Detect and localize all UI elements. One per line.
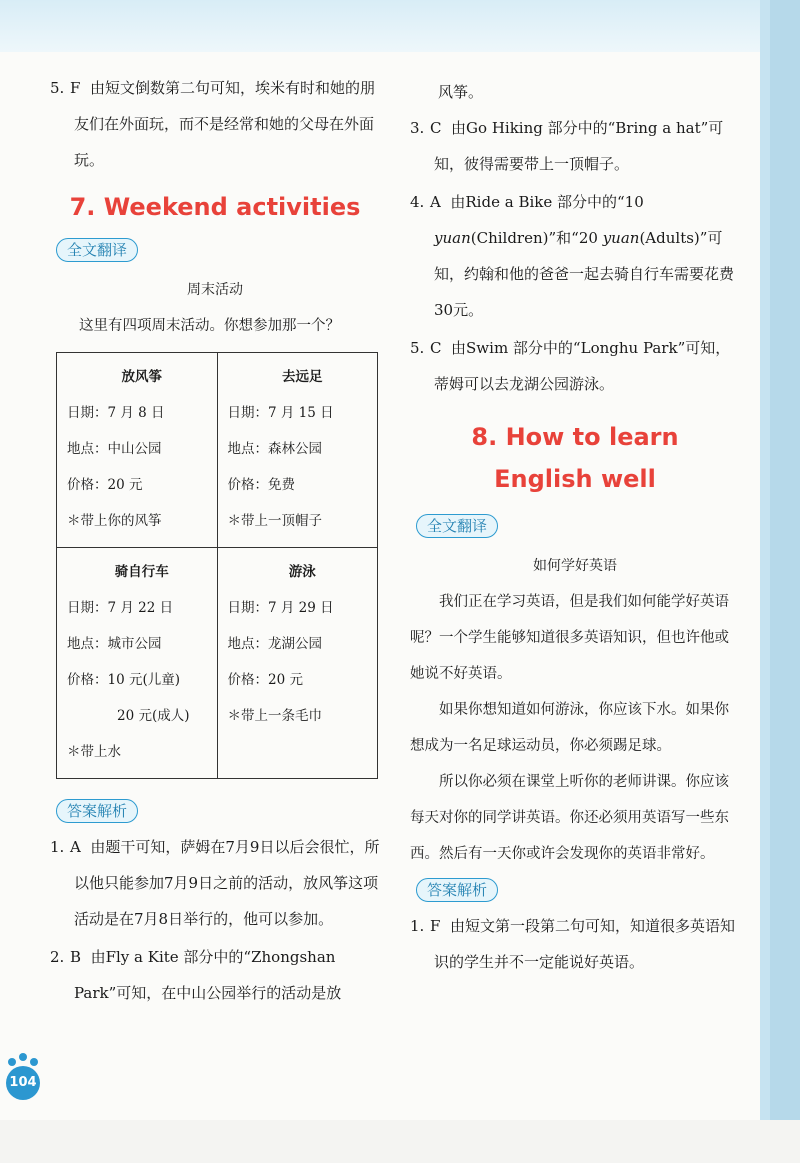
activity-price: 价格：20 元	[67, 477, 143, 493]
activity-place: 地点：龙湖公园	[227, 636, 322, 652]
answer-text: 由题干可知，萨姆在7月9日以后会很忙，所以他只能参加7月9日之前的活动，放风筝这项活动是在7月8日举行的，他可以参加。	[74, 838, 380, 928]
translation-intro: 这里有四项周末活动。你想参加那一个？	[79, 318, 340, 334]
answer-key: A	[430, 193, 441, 211]
answer-key: B	[70, 948, 82, 966]
answer-num: 5.	[410, 339, 425, 357]
activity-price: 价格：20 元	[227, 672, 303, 688]
left-column	[50, 70, 380, 1013]
answer-text: 由Ride a Bike 部分中的“10	[450, 193, 644, 211]
answer-num: 2.	[50, 948, 65, 966]
answer-item-1	[50, 829, 380, 937]
translation-title: 周末活动	[187, 282, 243, 298]
answer-text: 由Go Hiking 部分中的“Bring a hat”可知，彼得需要带上一顶帽子。	[434, 119, 724, 173]
answer-num: 5.	[50, 79, 65, 97]
paw-toe-icon	[30, 1058, 38, 1066]
activity-price: 价格：免费	[227, 477, 295, 493]
activity-place: 地点：森林公园	[227, 441, 322, 457]
translation-paragraph-2: 如果你想知道如何游泳，你应该下水。如果你想成为一名足球运动员，你必须踢足球。	[410, 702, 729, 754]
activity-name: 去远足	[282, 369, 323, 385]
activity-date: 日期：7 月 22 日	[67, 600, 174, 616]
top-decor-band	[0, 0, 800, 52]
answer-item-5	[410, 330, 740, 402]
activity-note: ＊带上一顶帽子	[227, 513, 322, 529]
activity-cell-kite	[57, 353, 218, 548]
answer-item-2	[50, 939, 380, 1011]
activity-note: ＊带上水	[67, 744, 121, 760]
answer-badge: 答案解析	[416, 878, 498, 902]
answer-text: 由短文第一段第二句可知，知道很多英语知识的学生并不一定能说好英语。	[434, 917, 735, 971]
answer-num: 1.	[50, 838, 65, 856]
activity-name: 放风筝	[121, 369, 162, 385]
activity-name: 游泳	[288, 564, 316, 580]
answer-num: 1.	[410, 917, 425, 935]
unit8-title-line2: English well	[494, 465, 656, 493]
answer-key: C	[430, 119, 442, 137]
activity-cell-swim	[217, 548, 378, 779]
activity-note: ＊带上一条毛巾	[227, 708, 322, 724]
page-number: 104	[6, 1066, 40, 1100]
translation-paragraph-1: 我们正在学习英语，但是我们如何能学好英语呢？一个学生能够知道很多英语知识，但也许他或她说不好英语。	[410, 594, 729, 682]
answer-text: (Adults)”可知，约翰和他的爸爸一起去骑自行车需要花费30元。	[434, 229, 735, 319]
translation-badge: 全文翻译	[416, 514, 498, 538]
answer-text: 由短文倒数第二句可知，埃米有时和她的朋友们在外面玩，而不是经常和她的父母在外面玩。	[74, 79, 375, 169]
bottom-margin	[0, 1120, 800, 1163]
answer-badge: 答案解析	[56, 799, 138, 823]
answer-key: F	[430, 917, 441, 935]
activity-date: 日期：7 月 8 日	[67, 405, 165, 421]
activities-table	[56, 352, 378, 779]
continued-text: 风筝。	[438, 83, 484, 101]
answer-item-3	[410, 110, 740, 182]
right-column	[410, 74, 740, 982]
activity-price: 价格：10 元(儿童)	[67, 672, 181, 688]
answer-italic: yuan	[602, 229, 640, 247]
answer-italic: yuan	[434, 229, 471, 247]
activity-note: ＊带上你的风筝	[67, 513, 162, 529]
prev-answer-5	[50, 70, 380, 178]
paw-toe-icon	[19, 1053, 27, 1061]
answer-key: A	[70, 838, 81, 856]
answer-num: 3.	[410, 119, 425, 137]
activity-place: 地点：城市公园	[67, 636, 162, 652]
activity-date: 日期：7 月 29 日	[227, 600, 334, 616]
answer-text: 由Swim 部分中的“Longhu Park”可知，蒂姆可以去龙湖公园游泳。	[434, 339, 731, 393]
activity-cell-hiking	[217, 353, 378, 548]
activity-date: 日期：7 月 15 日	[227, 405, 334, 421]
answer-item-final	[410, 908, 740, 980]
paw-toe-icon	[8, 1058, 16, 1066]
unit8-title-line1: 8. How to learn	[471, 423, 679, 451]
answer-text: (Children)”和“20	[470, 229, 603, 247]
activity-price-adults: 20 元(成人)	[117, 708, 190, 724]
answer-num: 4.	[410, 193, 425, 211]
unit7-title: 7. Weekend activities	[69, 193, 361, 221]
answer-item-4	[410, 184, 740, 328]
translation-title: 如何学好英语	[533, 558, 617, 574]
answer-key: F	[70, 79, 81, 97]
activity-name: 骑自行车	[114, 564, 169, 580]
translation-paragraph-3: 所以你必须在课堂上听你的老师讲课。你应该每天对你的同学讲英语。你还必须用英语写一些东西。然后有一天你或许会发现你的英语非常好。	[410, 774, 729, 862]
translation-badge: 全文翻译	[56, 238, 138, 262]
unit8-title	[410, 416, 740, 500]
activity-place: 地点：中山公园	[67, 441, 162, 457]
answer-text: 由Fly a Kite 部分中的“Zhongshan Park”可知，在中山公园举行的活动是放	[74, 948, 342, 1002]
answer-key: C	[430, 339, 442, 357]
activity-cell-bike	[57, 548, 218, 779]
right-decor-band-inner	[770, 0, 800, 1120]
